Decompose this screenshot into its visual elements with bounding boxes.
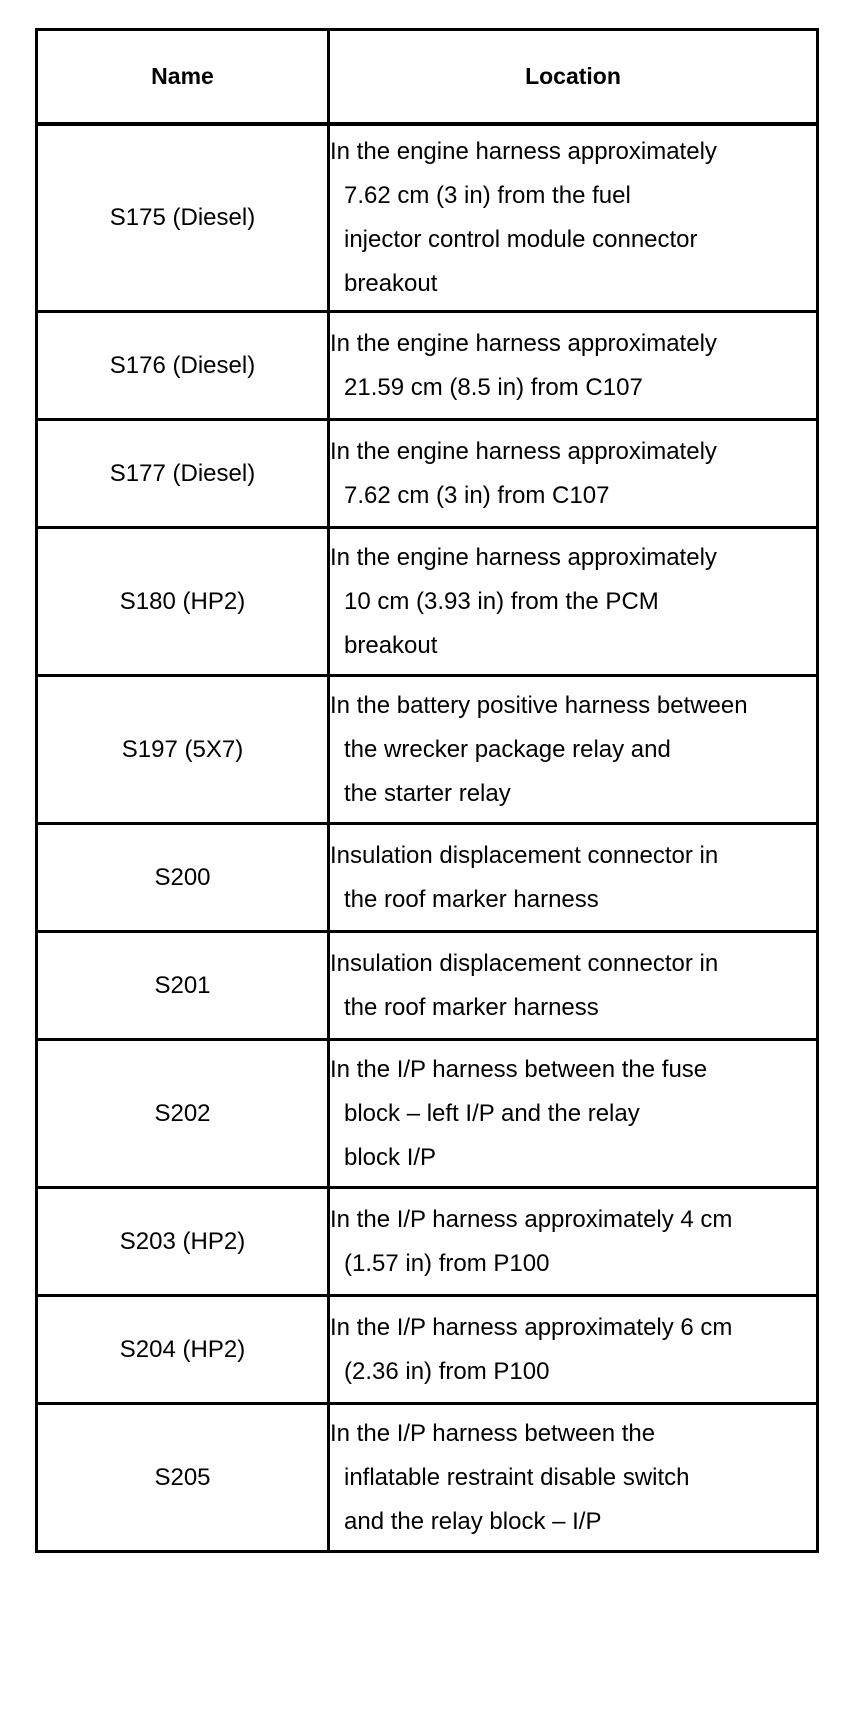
splice-name-cell: S177 (Diesel): [37, 420, 329, 528]
splice-name-cell: S176 (Diesel): [37, 312, 329, 420]
location-line: In the I/P harness approximately 6 cm: [330, 1313, 733, 1341]
location-line: breakout: [344, 269, 438, 297]
table-row: [37, 1188, 818, 1296]
location-cell: [329, 420, 818, 528]
location-cell: [329, 932, 818, 1040]
table-row: [37, 528, 818, 676]
table-row: [37, 824, 818, 932]
table-row: [37, 124, 818, 312]
splice-name-cell: S202: [37, 1040, 329, 1188]
splice-name-cell: S197 (5X7): [37, 676, 329, 824]
location-line: Insulation displacement connector in: [330, 841, 719, 869]
location-column-header: Location: [329, 30, 818, 124]
location-line: In the battery positive harness between: [330, 691, 748, 719]
table-row: [37, 1040, 818, 1188]
location-line: In the I/P harness approximately 4 cm: [330, 1205, 733, 1233]
location-line: In the engine harness approximately: [330, 437, 717, 465]
location-line: block – left I/P and the relay: [344, 1099, 640, 1127]
location-line: and the relay block – I/P: [344, 1507, 602, 1535]
location-line: 10 cm (3.93 in) from the PCM: [344, 587, 659, 615]
table-row: [37, 932, 818, 1040]
table-body: [37, 124, 818, 1552]
location-cell: [329, 1188, 818, 1296]
splice-name-cell: S175 (Diesel): [37, 124, 329, 312]
location-cell: [329, 1296, 818, 1404]
location-line: 7.62 cm (3 in) from C107: [344, 481, 610, 509]
splice-name-cell: S204 (HP2): [37, 1296, 329, 1404]
table-row: [37, 676, 818, 824]
location-line: the roof marker harness: [344, 993, 599, 1021]
name-column-header: Name: [37, 30, 329, 124]
table-row: [37, 1296, 818, 1404]
header-row: [37, 30, 818, 124]
location-cell: [329, 528, 818, 676]
location-cell: [329, 676, 818, 824]
location-cell: [329, 312, 818, 420]
location-line: injector control module connector: [344, 225, 698, 253]
splice-name-cell: S205: [37, 1404, 329, 1552]
location-cell: [329, 1404, 818, 1552]
location-line: the starter relay: [344, 779, 511, 807]
location-line: block I/P: [344, 1143, 437, 1171]
location-line: In the engine harness approximately: [330, 137, 717, 165]
location-line: (1.57 in) from P100: [344, 1249, 550, 1277]
location-cell: [329, 824, 818, 932]
location-cell: [329, 1040, 818, 1188]
table-row: [37, 420, 818, 528]
location-line: (2.36 in) from P100: [344, 1357, 550, 1385]
location-line: In the engine harness approximately: [330, 543, 717, 571]
splice-name-cell: S201: [37, 932, 329, 1040]
splice-name-cell: S200: [37, 824, 329, 932]
location-line: In the I/P harness between the fuse: [330, 1055, 708, 1083]
splice-name-cell: S203 (HP2): [37, 1188, 329, 1296]
location-line: 7.62 cm (3 in) from the fuel: [344, 181, 631, 209]
location-cell: [329, 124, 818, 312]
location-line: In the I/P harness between the: [330, 1419, 656, 1447]
location-line: In the engine harness approximately: [330, 329, 717, 357]
location-line: 21.59 cm (8.5 in) from C107: [344, 373, 643, 401]
location-line: the wrecker package relay and: [344, 735, 671, 763]
splice-location-table: [35, 28, 819, 1553]
location-line: breakout: [344, 631, 438, 659]
splice-name-cell: S180 (HP2): [37, 528, 329, 676]
table-row: [37, 1404, 818, 1552]
location-line: inflatable restraint disable switch: [344, 1463, 690, 1491]
location-line: Insulation displacement connector in: [330, 949, 719, 977]
location-line: the roof marker harness: [344, 885, 599, 913]
table-row: [37, 312, 818, 420]
